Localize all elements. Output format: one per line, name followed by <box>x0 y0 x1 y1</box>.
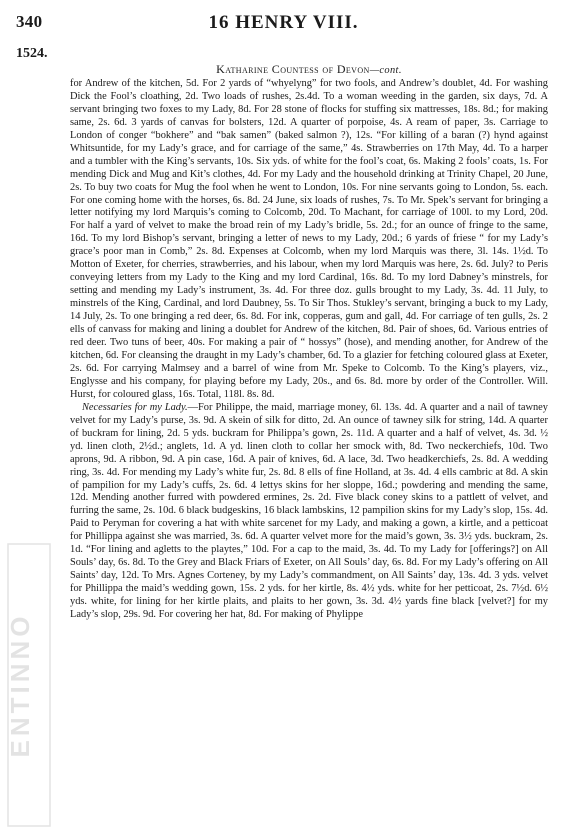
svg-text:ENTINNO: ENTINNO <box>5 612 35 758</box>
year-marginal: 1524. <box>16 46 48 61</box>
running-title: 16 HENRY VIII. <box>208 12 359 33</box>
page-header <box>16 12 551 38</box>
paragraph-1: for Andrew of the kitchen, 5d. For 2 yards of “whyelyng” for two fools, and Andrew’s doublet, 4d. For washing Dick the Fool’s cloathing, 2d. Two loads of rushes, 2s.4d. To a woman weeding in the garden, six days, 7d. A servant bringing two foxes to my Lady, 8d. For 28 stone of flocks for stuffing six mattresses, 18s. 8d.; for making same, 2s. 6d. 3 yards of canvas for bolsters, 12d. A quarter of porpoise, 4s. A ream of paper, 3s. Carriage to London of conger “bokhere” and “bak samen” (baked salmon ?), 12s. “For killing of a baran (?) hynd against Whitsuntide, for my Lady’s grace, and for carriage of the same,” 4s. Strawberries on 17th May, 4d. To a harper and a tumbler with the King’s servants, 10s. Six yds. of white for the fool’s coat, 6s. Making 2 fools’ coats, 1s. For mending Dick and Mug and Kit’s clothes, 4d. For my Lady and the household drinking at Trinity Chapel, 20 June, 2s. To buy two coats for Mug the fool when he went to London, 10s. For nine servants going to London, 5s. each. For one coming home with the horses, 6s. 8d. 24 June, six loads of rushes, 7s. To Mr. Spek’s servant for bringing a letter notifying my lord Marquis’s coming to Colcomb, 20d. To Machant, for carriage of 100l. to my Lord, 20d. For half a yard of velvet to make the broad rein of my Lady’s bridle, 5s. 2d.; for an ounce of fringe to the same, 16d. To my lord Bishop’s servant, bringing a letter of news to my Lady, 20d.; 6 yards of friese “ for my Lady’s grace’s poor man in Comb,” 2s. 8d. Expenses at Colcomb, when my lord Marquis was there, 3l. 14s. 1½d. To Motton of Exeter, for cherries, strawberries, and his labour, when my lord Marquis was here, 2s. 6d. July? to Peris conveying letters from my Lady to the King and my lord Cardinal, 16s. 8d. To my lord Dabney’s minstrels, for setting and mending my Lady’s instrument, 3s. 4d. For three doz. gulls brought to my Lady, 3s. 4d. 11 July, to minstrels of the King, Cardinal, and lord Daubney, 5s. To Sir Thos. Stukley’s servant, bringing a buck to my Lady, 14 July, 2s. To one bringing a red deer, 6s. 8d. For ink, copperas, gum and gall, 4d. For carriage of ten gulls, 2s. 2 ells of canvass for making and lining a doublet for Andrew of the kitchen, 8d. Pair of shoes, 6d. Various entries of red deer. Two tuns of beer, 40s. For making a pair of “ hossys” (hose), and mending another, for Andrew of the kitchen, 6d. For cleansing the draught in my Lady’s chamber, 6d. To a glazier for fetching coloured glass at Exeter, 2s. 6d. For carrying Malmsey and a barrel of wine from Mr. Speke to Colcomb. To the King’s players, viz., Englysse and his company, for playing before my Lady, 20s., and 6s. 8d. more by order of the Controller. Will. Hurst, for coloured glass, 16s. Total, 118l. 8s. 8d. <box>70 77 548 400</box>
page-number: 340 <box>16 12 43 31</box>
paragraph-2-text: Necessaries for my Lady.—For Philippe, the maid, marriage money, 6l. 13s. 4d. A quarter and a nail of tawney velvet for my Lady’s purse, 3s. 9d. A skein of silk for ditto, 2d. An ounce of tawney silk for string, 14d. A quarter of buckram for lining, 2d. 5 yds. buckram for Philippa’s gown, 2s. 11d. A quarter and a half of velvet, 4s. 3d. ½ yd. linen cloth, 2½d.; anglets, 1d. A yd. linen cloth to collar her smock with, 8d. Two neckerchiefs, 10d. Two aprons, 9d. A ribbon, 9d. A pin case, 16d. A pair of knives, 6d. A lace, 3d. Two headkerchiefs, 2s. 8d. A wedding ring, 3s. 4d. For mending my Lady’s white fur, 2s. 8d. 8 ells of fine Holland, at 3s. 4d. 4 ells cambric at 8d. A skin of pampilion for my Lady’s cuffs, 2s. 6d. 4 lettys skins for her sloppe, 16d.; powdering and mending the same, 12d. Mending another furred with powdered ermines, 2s. 2d. Five black coney skins to a pattlett of velvet, and furring the same, 2s. 10d. 6 black budgeskins, 16 black lambskins, 12 pampilion skins for my Lady’s slop, 15s. 4d. Paid to Peryman for covering a hat with white sarcenet for my Lady, and making a gown, a kirtle, and a petticoat for Phillippa against she was married, 3s. 6d. A quarter velvet more for the maid’s gown, 3s. 3½ yds. buckram, 2s. 1d. “For lining and agletts to the playtes,” 10d. For a cap to the maid, 3s. 4d. To my Lady for [offerings?] on All Souls’ day, 6s. 8d. To the Grey and Black Friars of Exeter, on All Souls’ day, 6s. 8d. For my Lady’s offering on All Saints’ day, 12d. To Mrs. Agnes Corteney, by my Lady’s commandment, on All Saints’ day, 13s. 4d. 3 yds. velvet for Phillippa the maid’s wedding gown, 15s. 2 yds. for her kirtle, 8s. 4½ yds. white for her petticoat, 2s. 7½d. 6½ yds. white, for lining for her kirtle plaits, and plaits to her gown, 3s. 3d. 4½ yards fine black [velvet?] for my Lady’s slop, 29s. 9d. For covering her hat, 8d. For making of Phylippe <box>70 401 548 621</box>
section-title: Katharine Countess of Devon <box>216 62 370 76</box>
library-stamp-watermark <box>2 540 56 830</box>
section-heading <box>70 63 548 78</box>
section-suffix: —cont. <box>369 65 402 76</box>
document-body <box>70 63 548 622</box>
paragraph-2 <box>70 402 548 622</box>
sub-heading: Necessaries for my Lady. <box>82 401 188 413</box>
